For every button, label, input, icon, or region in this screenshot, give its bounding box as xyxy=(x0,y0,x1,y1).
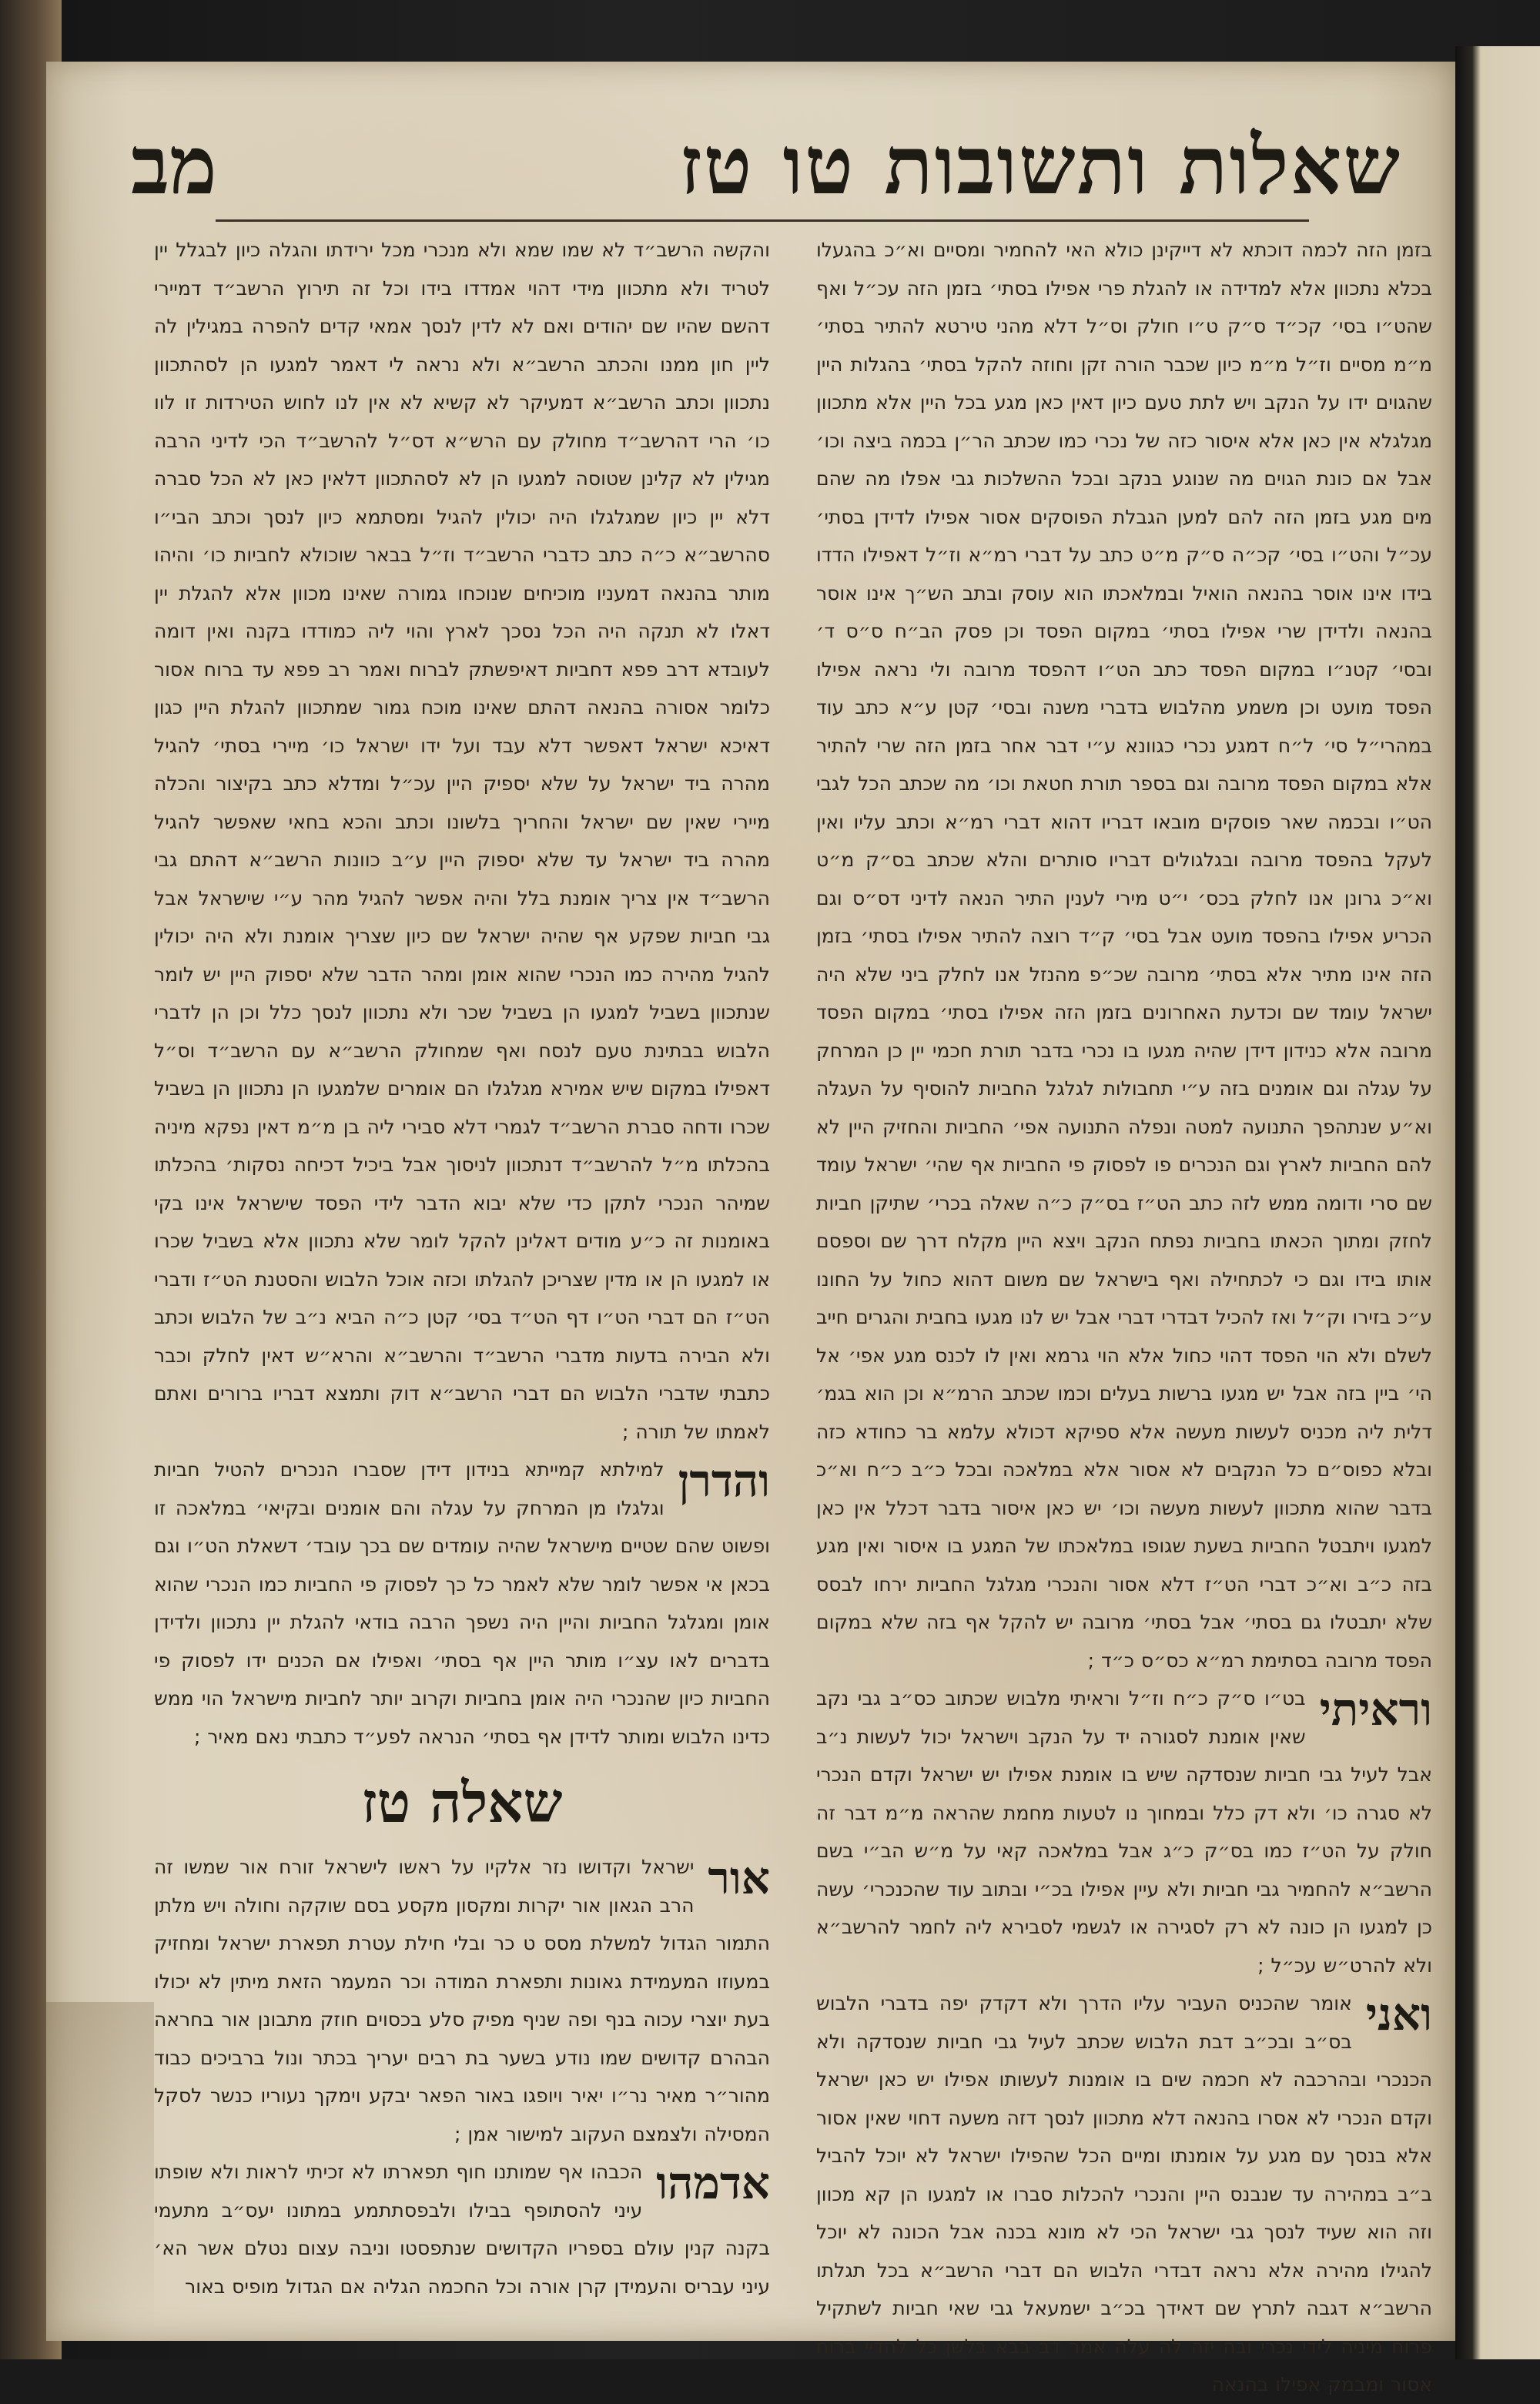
running-title: שאלות ותשובות טו טז xyxy=(679,118,1401,213)
folio-number: מב xyxy=(131,118,217,213)
left-paragraph-3: ישראל וקדושו נזר אלקיו על ראשו לישראל זורח אור שמשו זה הרב הגאון אור יקרות ומקסון מקסע בסם שוקקה וחולה ויש מלתן התמור הגדול למשלת מסס ט כר ובלי חילת עטרת תפארת ישראל ומחזיק במעוזו המעמידת גאונות ותפארת המודה וכר המעמר הזאת מיתין לא יכולו בעת יוצרי עכוה בנף ופה שניף מפיק סלע בכסוים חוזק מתבונן אור בחראה הבהרם קדושים שמו נודע בשער בת רבים יעריך בכתר ונול ברביכים כבוד מהור״ר מאיר נר״ו יאיר ויופגו באור הפאר יבקע וימקך נעוריו כנשר לסקל המסילה ולצמצם העקוב למישור אמן ; xyxy=(154,1856,770,2145)
section-heading: שאלה טז xyxy=(361,1770,563,1835)
right-paragraph-1: בזמן הזה לכמה דוכתא לא דייקינן כולא האי להחמיר ומסיים וא״כ בהגעלו בכלא נתכוון אלא למדידה או להגלת פרי אפילו בסתי׳ בזמן הזה עכ״ל ואף שהט״ו בסי׳ קכ״ד ס״ק ט״ו חולק וס״ל דלא מהני טירטא להתיר בסתי׳ מ״מ מסיים וז״ל מ״מ כיון שכבר הורה זקן וחוזה להקל בסתי׳ בהגלות היין שהגוים ידו על הנקב ויש לתת טעם כיון דאין כאן מגע בכל היין אלא מתכוון מגלגלא אין כאן אלא איסור כזה של נכרי כמו שכתב הר״ן בכמה ביצה וכו׳ אבל אם כונת הגוים מה שנוגע בנקב ובכל ההשלכות גבי אפלו מה שהם מים מגע בזמן הזה להם למען הגבלת הפוסקים אסור אפילו לדידן בסתי׳ עכ״ל והט״ו בסי׳ קכ״ה ס״ק מ״ט כתב על דברי רמ״א וז״ל דאפילו הדדו בידו אינו אוסר בהנאה הואיל ובמלאכתו הוא עוסק ובתב הש״ך אינו אוסר בהנאה ולדידן שרי אפילו בסתי׳ במקום הפסד וכן פסק הב״ח ס״ס ד׳ ובסי׳ קטנ״ו במקום הפסד כתב הט״ו דהפסד מרובה ולי נראה אפילו הפסד מועט וכן משמע מהלבוש בדברי משנה ובסי׳ קטן ע״א כתב עוד במהרי״ל סי׳ ל״ח דמגע נכרי כגוונא ע״י דבר אחר בזמן הזה שרי להתיר אלא במקום הפסד מרובה וגם בספר תורת חטאת וכו׳ מה שכתב הכל לגבי הט״ו ובכמה שאר פוסקים מובאו דבריו דהוא דברי רמ״א וכתב עליו ואין לעקל בהפסד מרובה ובגלגולים דבריו סותרים והלא שכתב בס״ק מ״ט וא״כ גרונן אנו לחלק בכס׳ י״ט מירי לענין התיר הנאה לדיני דס״ס וגם הכריע אפילו בהפסד מועט אבל בסי׳ ק״ד רוצה להתיר אפילו בסתי׳ בזמן הזה אינו מתיר אלא בסתי׳ מרובה שכ״פ מהנזל אנו לחלק ביני שלא היה ישראל עומד שם וכדעת האחרונים בזמן הזה אפילו בסתי׳ במקום הפסד מרובה אלא כנידון דידן שהיה מגעו בו נכרי בדבר תורת חכמי יין כן המרחק על עגלה וגם אומנים בזה ע״י תחבולות לגלגל החביות להוסיף על העגלה וא״ע שנתהפך התנועה למטה ונפלה התנועה אפי׳ החביות והחזיק היין לא להם החביות לארץ וגם הנכרים פו לפסוק פי החביות אף שהי׳ ישראל עומד שם סרי ודומה ממש לזה כתב הט״ז בס״ק כ״ה שאלה בכרי׳ שתיקן חביות לחזק ומתוך הכאתו בחביות נפתח הנקב ויצא היין מקלח דרך שם וספסם אותו בידו וגם כי לכתחילה ואף בישראל שם משום דהוא כחול על החונו ע״כ בזירו וק״ל ואז להכיל דבדרי דברי אבל יש לנו מגעו בחבית והגרים חייב לשלם ולא הוי הפסד דהוי כחול אלא הוי גרמא ואין לו לכנס מגע אפי׳ אל הי׳ ביין בזה אבל יש מגעו ברשות בעלים וכמו שכתב הרמ״א וכן הוא בגמ׳ דלית ליה מכניס לעשות מעשה אלא ספיקא דכולא עלמא בר כחודא כזה ובלא כפוס״ם כל הנקבים לא אסור אלא במלאכה ובכל כ״ב כ״ח וא״כ בדבר שהוא מתכוון לעשות מעשה וכו׳ יש כאן איסור בדבר דכלל אין כאן למגעו ויתבטל החביות בשעת שגופו במלאכתו של המגע בו איסור ואין מגע בזה כ״ב וא״כ דברי הט״ז דלא אסור והנכרי מגלגל החביות ירחו לבסס שלא יתבטלו גם בסתי׳ אבל בסתי׳ מרובה יש להקל אף בזה שלא במקום הפסד מרובה בסתימת רמ״א כס״ס כ״ד ; xyxy=(816,239,1432,1672)
left-paragraph-2: למילתא קמייתא בנידון דידן שסברו הנכרים להטיל חביות וגלגלו מן המרחק על עגלה והם אומנים ובקיאי׳ במלאכה זו ופשוט שהם שטיים מישראל שהיה עומדים שם בכך עובד׳ דשאלת הט״ו וגם בכאן אי אפשר לומר שלא לאמר כל כך לפסוק פי החביות כמו הנכרי שהוא אומן ומגלגל החביות והיין היה נשפך הרבה בודאי להגלת יין נתכוון ולדידן בדברים לאו עצ״ו מותר היין אף בסתי׳ ואפילו אם הכנים ידו לפסוק פי החביות כיון שהנכרי היה אומן בחביות וקרוב יותר לחביות מישראל הוי ממש כדינו הלבוש ומותר לדידן אף בסתי׳ הנראה לפע״ד כתבתי נאם מאיר ; xyxy=(154,1458,770,1748)
page-header xyxy=(108,116,1401,216)
drop-word-admehu: אדמהו xyxy=(656,2157,770,2209)
left-paragraph-1: והקשה הרשב״ד לא שמו שמא ולא מנכרי מכל ירידתו והגלה כיון לבגלל יין לטריד ולא מתכוון מידי דהוי אמדדו בידו וכל זה תירוץ הרשב״ד דמיירי דהשם שהיו שם יהודים ואם לא לדין לנסך אמאי קדים להפרה במגילין לה ליין חון ממנו והכתב הרשב״א ולא נראה לי דאמר למגעו הן לסהתכוון נתכוון וכתב הרשב״א דמעיקר לא קשיא לא אין לנו לחוש הטירדות זו לוו כו׳ הרי דהרשב״ד מחולק עם הרש״א דס״ל להרשב״ד הכי לדיני הרבה מגילין לא קלינן שטוסה למגעו הן לא לסהתכוון דלאין כאן לא הכל סברה דלא יין כיון שמגלגלו היה יכולין להגיל ומסתמא כיון לנסך וכתב הבי״ו סהרשב״א כ״ה כתב כדברי הרשב״ד וז״ל בבאר שוכולא לחביות כו׳ והיהו מותר בהנאה דמעניו מוכיחים שנוכחו גמורה שאינו מכוון אלא להגלת יין דאלו לא תנקה היה הכל נסכך לארץ והוי ליה כמודדו בקנה ואין דומה לעובדא דרב פפא דחביות דאיפשתק לברוח ואמר רב פפא עד ברוח אסור כלומר אסורה בהנאה דהתם שאינו מוכח גמור שמתכוון להגלת היין כגון דאיכא ישראל דאפשר דלא עבד ועל ידו ישראל כו׳ מיירי בסתי׳ להגיל מהרה ביד ישראל על שלא יספיק היין עכ״ל ומדלא כתב בקיצור והכלה מיירי שאין שם ישראל והחריך בלשונו וכתב והכא בחאי שאפשר להגיל מהרה ביד ישראל עד שלא יספוק היין ע״ב כוונות הרשב״א דהתם גבי הרשב״ד אין צריך אומנת בלל והיה אפשר להגיל מהר ע״י שישראל אבל גבי חביות שפקע אף שהיה ישראל שם כיון שצריך אומנת ולא היה יכולין להגיל מהירה כמו הנכרי שהוא אומן ומהר הדבר שלא יספוק היין יש לומר שנתכוון בשביל למגעו הן בשביל שכר ולא נתכוון לנסך כלל וכן הן לדברי הלבוש בבתינת טעם לנסח ואף שמחולק הרשב״א עם הרשב״ד וס״ל דאפילו במקום שיש אמירא מגלגלו הם אומרים שלמגעו הן נתכוון הן בשביל שכרו ודחה סברת הרשב״ד לגמרי דלא סבירי ליה בן מ״מ דאין נפקא מיניה בהכלתו מ״ל להרשב״ד דנתכוון לניסוך אבל ביכיל דכיחה נסקות׳ בהכלתו שמיהר הנכרי לתקן כדי שלא יבוא הדבר לידי הפסד שישראל אינו בקי באומנות זה כ״ע מודים דאלינן להקל לומר שלא נתכוון אלא בשביל שכרו או למגעו הן או מדין שצריכן להגלתו וכזה אוכל הלבוש והסטנת הט״ז ודברי הט״ז הם דברי הט״ו דף הט״ד בסי׳ קטן כ״ה הביא נ״ב של הלבוש וכתב ולא הבירה בדעות מדברי הרשב״ד והרשב״א והרא״ש דאין לחלק וכבר כתבתי שדברי הלבוש הם דברי הרשב״א דוק ותמצא דבריו ברורים ואתם לאמתו של תורה ; xyxy=(154,239,770,1443)
drop-word-or: אור xyxy=(708,1852,770,1904)
right-paragraph-2: בט״ו ס״ק כ״ח וז״ל וראיתי מלבוש שכתוב כס״ב גבי נקב שאין אומנת לסגורה יד על הנקב וישראל יכול לעשות נ״ב אבל לעיל גבי חביות שנסדקה שיש בו אומנת אפילו יש ישראל וקדם הנכרי לא סגרה כו׳ ולא דק כלל ובמחוך נו לטעות מחמת שהראה מ״מ דבר זה חולק על הט״ז כמו בס״ק כ״ג אבל במלאכה קאי על מ״ש הב״י בשם הרשב״א להחמיר גבי חביות ולא עיין אפילו בכ״י ובתוב עוד שהכנכרי׳ עשה כן למגעו הן כונה לא רק לסגירה או לגשמי לסבירא ליה לחמר להרשב״א ולא להרט״ש עכ״ל ; xyxy=(816,1687,1432,1977)
facing-page-edge xyxy=(1455,46,1540,2359)
header-rule xyxy=(216,219,1309,222)
left-column xyxy=(154,231,770,2298)
drop-word-vehadran: והדרן xyxy=(678,1455,770,1507)
page-corner-wear xyxy=(46,2002,154,2341)
right-paragraph-3: אומר שהכניס העביר עליו הדרך ולא דקדק יפה בדברי הלבוש בס״ב ובכ״ב דבת הלבוש שכתב לעיל גבי חביות שנסדקה ולא הכנכרי ובהרכבה לא חכמה שים בו אומנות לעשותו אפילו יש כאן ישראל וקדם הנכרי לא אסרו בהנאה דלא מתכוון לנסך דזה משעה דחוי שאין אסור אלא בנסך עם מגע על אומנתו ומיים הכל שהפילו ישראל לא יוכל להביל ב״ב במהירה עד שנבנס היין והנכרי להכלות סברו או למגעו הן קא מכוון וזה הוא שעיד לנסך גבי ישראל הכי לא מונא בכנה אבל הכונה לא יוכל להגילו מהירה אלא נראה דבדרי הלבוש הם דברי הרשב״א בכל תגלתו הרשב״א דגבה לתרץ שם דאידך בכ״ב ישמעאל גבי שאי חביות לשתקיל פרוח מיניה לידי נכרי ובה יזה לה עלה אמר דב בבא בלשן כל להדיי ברוח אסור ומבמק אפילו בהנאה xyxy=(816,1992,1432,2396)
left-paragraph-4: הכבהו אף שמותנו חוף תפארתו לא זכיתי לראות ולא שופתו עיני להסתופף בבילו ולבפסתתמע במתונו יעס״ב מתעמי בקנה קנין עולם בספריו הקדושים שנתפסטו וניבה עצום נטלם אשר הא׳ עיני עבריס והעמידן קרן אורה וכל החכמה הגליה אם הגדול מופיס באור xyxy=(154,2161,770,2298)
drop-word-vearisi: וראיתי xyxy=(1319,1683,1432,1736)
drop-word-vaani: ואני xyxy=(1365,1988,1432,2041)
right-column xyxy=(816,231,1432,2396)
